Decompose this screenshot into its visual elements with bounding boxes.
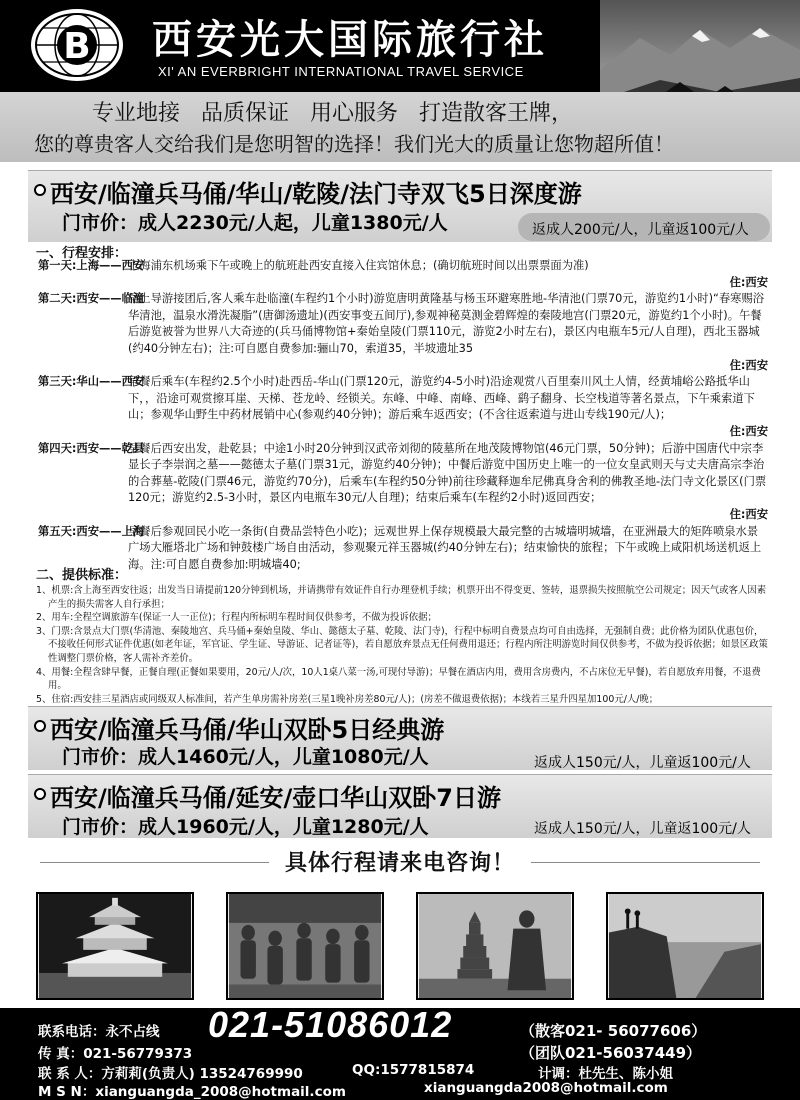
operator-names: 计调：杜先生、陈小姐	[538, 1066, 673, 1082]
day-label: 第五天:西安——上海	[38, 524, 145, 538]
bullet-icon	[34, 720, 46, 732]
provision-item: 3、门票:含景点大门票(华清池、秦陵地宫、兵马俑+秦始皇陵、华山、懿德太子墓、乾陵、法门寺)，行程中标明自费景点均可自由选择，无强制自费；此价格为团队优惠包价，不接收任何形式证件优惠(如老年证，军官证、学生证、导游证、记者证等)，若自愿放弃景点无任何费用退还；行程内所注明游览时间仅供参考，不做为投诉依据；如景区政策性调整门票价格，客人需补齐差价。	[36, 625, 768, 664]
day-text: 早上导游接团后,客人乘车赴临潼(车程约1个小时)游览唐明黄隆基与杨玉环避寒胜地-华清池(门票70元，游览约1小时)“春寒赐浴华清池，温泉水滑洗凝脂”(唐御汤遗址)(西安事变五间厅),参观神秘莫测金碧辉煌的秦陵地宫(门票20元，游览约1个小时)。午餐后游览被誉为世界八大奇迹的(兵马俑博物馆+秦始皇陵(门票110元，游览2小时左右)，景区内电瓶车5元/人自理)，西北玉器城(约40分钟左右)；注:可自愿自费参加:骊山70，索道35，半坡遗址35	[128, 292, 765, 355]
itinerary-day-2	[38, 291, 768, 374]
day-stay: 住:西安	[729, 275, 768, 289]
day-label: 第三天:华山——西安	[38, 375, 145, 389]
day-stay: 住:西安	[729, 507, 768, 521]
bullet-icon	[34, 788, 46, 800]
day-stay: 住:西安	[729, 358, 768, 372]
tour2-title: 西安/临潼兵马俑/华山双卧5日经典游	[50, 716, 445, 744]
wild-goose-pagoda-photo	[416, 892, 574, 1000]
consult-text: 具体行程请来电咨询！	[269, 851, 531, 876]
day-stay: 住:西安	[729, 424, 768, 438]
bell-tower-photo	[36, 892, 194, 1000]
tour2-rebate: 返成人150元/人，儿童返100元/人	[534, 755, 751, 771]
svg-text:B: B	[63, 26, 91, 67]
day-label: 第二天:西安——临潼	[38, 292, 145, 306]
company-name: 西安光大国际旅行社	[152, 17, 548, 63]
tour1-title: 西安/临潼兵马俑/华山/乾陵/法门寺双飞5日深度游	[50, 180, 582, 208]
team-phone: （团队021-56037449）	[520, 1044, 702, 1062]
company-logo-icon	[28, 6, 126, 84]
itinerary-day-5	[38, 524, 768, 574]
slogan-line-1: 专业地接 品质保证 用心服务 打造散客王牌，	[92, 101, 573, 126]
day-text: 早餐后西安出发，赴乾县；中途1小时20分钟到汉武帝刘彻的陵墓所在地茂陵博物馆(46元门票，50分钟)；后游中国唐代中宗李显长子李崇润之墓——懿德太子墓(门票31元，游览约40分钟)；中餐后游览中国历史上唯一的一位女皇武则天与丈夫唐高宗李治的合葬墓-乾陵(门票46元，游览约70分)，后乘车(车程约50分钟)前往珍藏释迦牟尼佛真身舍利的佛教圣地-法门寺文化景区(门票120元；游览约2.5-3小时，景区内电瓶车30元/人自理)；结束后乘车(车程约2小时)返回西安；	[128, 441, 767, 505]
day-text: 早餐后参观回民小吃一条街(自费品尝特色小吃)；远观世界上保存规模最大最完整的古城墙明城墙，在亚洲最大的矩阵喷泉水景广场大雁塔北广场和钟鼓楼广场自由活动，参观聚元祥玉器城(约40分钟左右)；结束愉快的旅程；下午或晚上咸阳机场送机返上海。注:可自愿自费参加:明城墙40;	[128, 524, 762, 571]
provision-item: 4、用餐:全程含肆早餐，正餐自理(正餐如果要用，20元/人/次，10人1桌八菜一汤,可现付导游)；早餐在酒店内用，费用含房费内，不占床位无早餐)，若自愿放弃用餐，不退费用。	[36, 666, 761, 692]
provisions-heading: 二、提供标准：	[36, 568, 128, 583]
email-address[interactable]: xianguangda2008@hotmail.com	[424, 1080, 668, 1096]
bullet-icon	[34, 184, 46, 196]
itinerary-day-4	[38, 441, 768, 524]
tour3-price: 门市价：成人1960元/人，儿童1280元/人	[62, 816, 429, 838]
itinerary-heading: 一、行程安排：	[36, 246, 128, 261]
tour2-price: 门市价：成人1460元/人，儿童1080元/人	[62, 746, 429, 768]
individual-phone: （散客021- 56077606）	[520, 1022, 707, 1040]
day-text: 早餐后乘车(车程约2.5个小时)赴西岳-华山(门票120元，游览约4-5小时)沿途观赏八百里秦川风土人情，经黄埔峪公路抵华山下，，沿途可观赏擦耳崖、天梯、苍龙岭、经锁关。东峰、中峰、南峰、西峰、鹞子翻身、长空栈道等著名景点，下午乘索道下山；参观华山野生中药材展销中心(参观约40分钟)；游后乘车返西安；(不含往返索道与进山专线190元/人)；	[128, 375, 755, 422]
contact-person: 联 系 人：方莉莉(负责人) 13524769990	[38, 1066, 303, 1082]
huashan-cliff-photo	[606, 892, 764, 1000]
provisions-section	[36, 568, 772, 720]
itinerary-list	[38, 258, 768, 573]
itinerary-day-1	[38, 258, 768, 291]
day-label: 第一天:上海——西安	[38, 259, 145, 272]
tour3-rebate: 返成人150元/人，儿童返100元/人	[534, 821, 751, 837]
msn-account[interactable]: M S N：xianguangda_2008@hotmail.com	[38, 1084, 346, 1100]
tour1-price: 门市价：成人2230元/人起，儿童1380元/人	[62, 212, 448, 234]
qq-number: QQ:1577815874	[352, 1062, 475, 1078]
provision-item: 2、用车:全程空调旅游车(保证一人一正位)；行程内所标明车程时间仅供参考，不做为投诉依据；	[36, 612, 437, 624]
itinerary-day-3	[38, 374, 768, 440]
phone-label: 联系电话：永不占线	[38, 1024, 160, 1040]
tour3-title: 西安/临潼兵马俑/延安/壶口华山双卧7日游	[50, 784, 501, 812]
provision-item: 1、机票:含上海至西安往返；出发当日请提前120分钟到机场，并请携带有效证件自行办理登机手续；机票开出不得变更、签转，退票损失按照航空公司规定；因天气或客人因素产生的损失需客人自行承担；	[36, 585, 767, 610]
day-label: 第四天:西安——乾县	[38, 441, 145, 455]
tour1-rebate: 返成人200元/人，儿童返100元/人	[532, 222, 749, 238]
terracotta-warriors-photo	[226, 892, 384, 1000]
fax-number: 传 真：021-56779373	[38, 1046, 193, 1062]
provision-item: 5、住宿:西安挂三星酒店或同级双人标准间，若产生单房需补房差(三星1晚补房差80元/人)；(房差不做退费依据)；本线若三星升四星加100元/人/晚；	[36, 693, 659, 705]
day-text: 上海浦东机场乘下午或晚上的航班赴西安直接入住宾馆休息；(确切航班时间以出票票面为准)	[128, 259, 589, 272]
slogan-line-2: 您的尊贵客人交给我们是您明智的选择！我们光大的质量让您物超所值！	[34, 132, 674, 156]
company-english-name: XI' AN EVERBRIGHT INTERNATIONAL TRAVEL SERVICE	[158, 64, 524, 79]
hotline-number: 021-51086012	[208, 1004, 453, 1045]
consult-heading	[0, 846, 800, 877]
